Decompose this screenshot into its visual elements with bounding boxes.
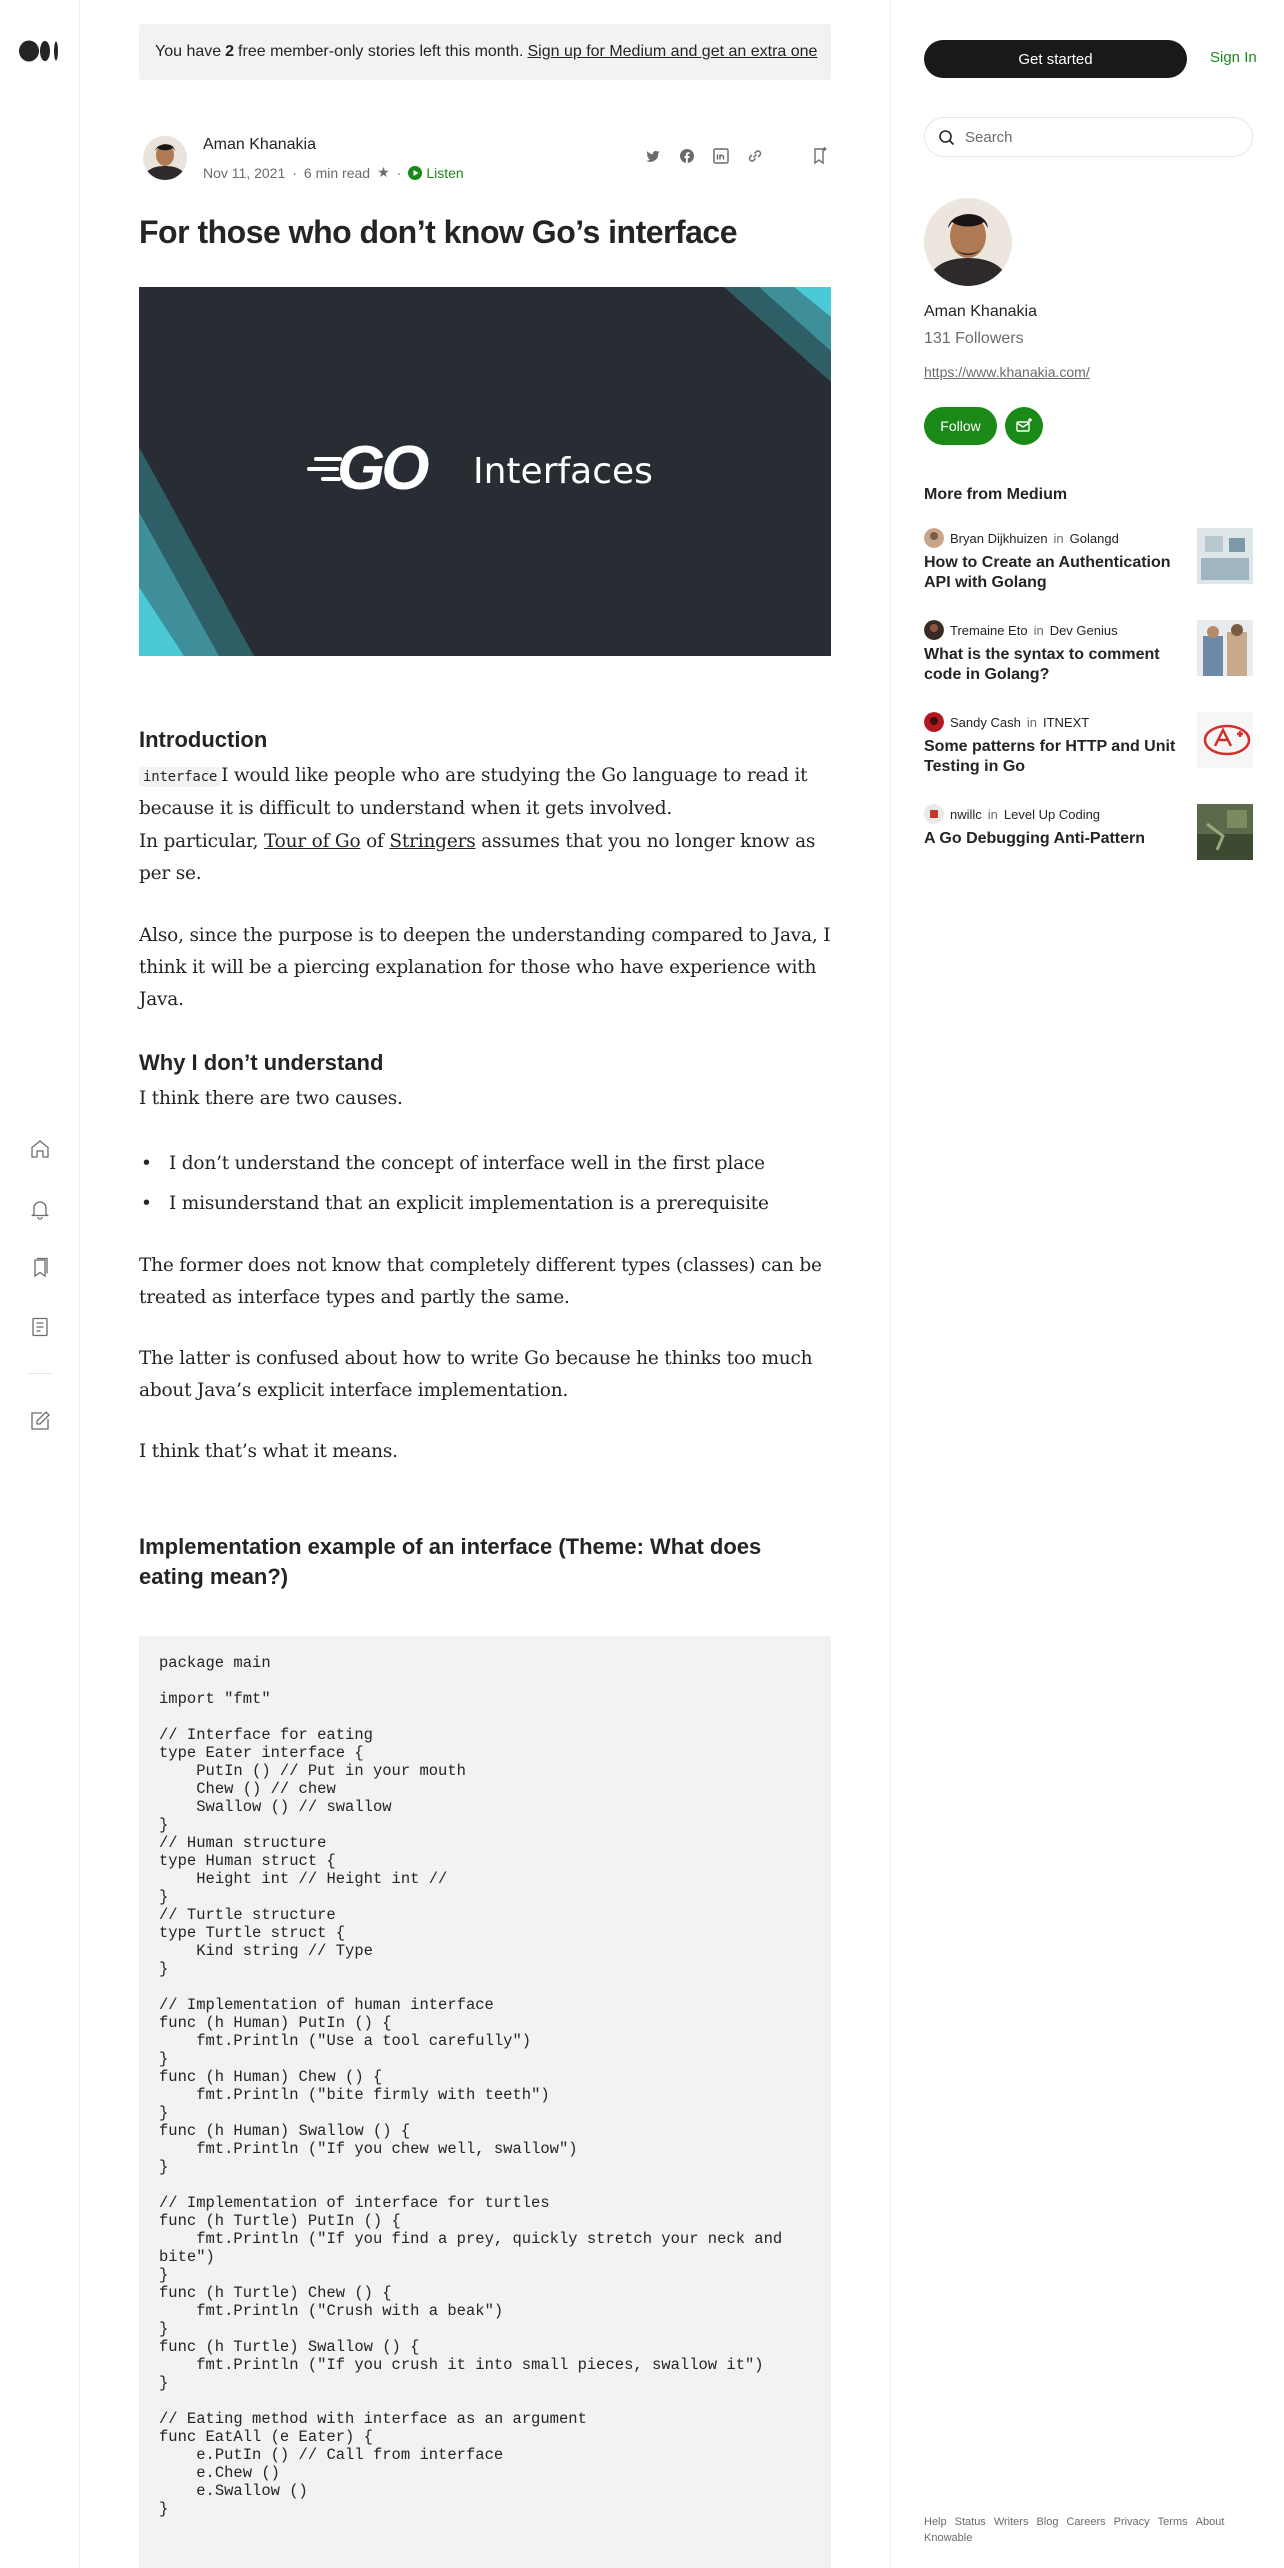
profile-name[interactable]: Aman Khanakia: [924, 303, 1037, 320]
follow-button[interactable]: Follow: [924, 407, 997, 445]
publish-date: Nov 11, 2021: [203, 164, 286, 181]
go-logo-text: GO: [337, 434, 426, 503]
rec-thumbnail[interactable]: [1197, 712, 1253, 768]
section-heading-why: Why I don’t understand: [139, 1050, 384, 1075]
mail-plus-icon: [1014, 416, 1034, 436]
why-paragraph-2: The former does not know that completely different types (classes) can be treated as interface types and partly the same.: [139, 1255, 822, 1308]
rec-author[interactable]: nwillc: [950, 806, 982, 822]
linkedin-icon[interactable]: [709, 144, 733, 168]
list-item[interactable]: [924, 712, 1253, 775]
rec-author[interactable]: Sandy Cash: [950, 714, 1021, 730]
more-from-medium-title: More from Medium: [924, 486, 1068, 503]
sign-in-link[interactable]: Sign In: [1210, 49, 1257, 66]
rec-publication[interactable]: Golangd: [1069, 530, 1119, 546]
section-heading-implementation: Implementation example of an interface (Theme: What does eating mean?): [139, 1534, 762, 1589]
author-avatar[interactable]: [143, 136, 187, 180]
twitter-icon[interactable]: [641, 144, 665, 168]
meta-dot: ·: [396, 164, 402, 181]
avatar: [924, 804, 944, 824]
footer-link[interactable]: Terms: [1157, 2516, 1188, 2528]
intro-paragraph-1: [139, 760, 831, 825]
stringers-link[interactable]: Stringers: [389, 831, 476, 852]
rec-in: in: [1053, 530, 1064, 546]
section-heading-introduction: Introduction: [139, 727, 268, 752]
write-pencil-icon[interactable]: [28, 1409, 52, 1433]
code-content: package main import "fmt" // Interface for eating type Eater interface { PutIn () // Put in your mouth Chew () // chew Swallow () // swallow } // Human structure type Human struct { Height int // Height int // } // Turtle structure type Turtle struct { Kind string // Type } // Implementation of human interface func (h Human) PutIn () { fmt.Println ("Use a tool carefully") } func (h Human) Chew () { fmt.Println ("bite firmly with teeth") } func (h Human) Swallow () { fmt.Println ("If you chew well, swallow") } // Implementation of interface for turtles func (h Turtle) PutIn () { fmt.Println ("If you find a prey, quickly stretch your neck and bite") } func (h Turtle) Chew () { fmt.Println ("Crush with a beak") } func (h Turtle) Swallow () { fmt.Println ("If you crush it into small pieces, swallow it") } // Eating method with interface as an argument func EatAll (e Eater) { e.PutIn () // Call from interface e.Chew () e.Swallow () }: [159, 1654, 783, 2518]
lists-bookmark-icon[interactable]: [28, 1256, 52, 1280]
intro-text-1: I would like people who are studying the Go language to read it because it is difficult to understand when it gets involved.: [139, 765, 808, 819]
rec-thumbnail[interactable]: [1197, 528, 1253, 584]
rec-in: in: [987, 806, 998, 822]
facebook-icon[interactable]: [675, 144, 699, 168]
rec-title[interactable]: Some patterns for HTTP and Unit Testing in Go: [924, 738, 1176, 775]
intro-text-2b: of: [360, 831, 390, 852]
author-name[interactable]: Aman Khanakia: [203, 136, 316, 153]
why-paragraph-3: The latter is confused about how to write Go because he thinks too much about Java’s explicit interface implementation.: [139, 1348, 813, 1401]
search-box: [924, 117, 1253, 157]
search-icon: [937, 128, 957, 148]
home-icon[interactable]: [28, 1137, 52, 1161]
avatar: [924, 528, 944, 548]
banner-suffix: free member-only stories left this month.: [238, 43, 524, 60]
avatar: [924, 620, 944, 640]
followers-count[interactable]: 131 Followers: [924, 330, 1024, 347]
rec-thumbnail[interactable]: [1197, 620, 1253, 676]
rec-author[interactable]: Tremaine Eto: [950, 622, 1028, 638]
rec-title[interactable]: A Go Debugging Anti-Pattern: [924, 830, 1146, 847]
inline-code: interface: [139, 767, 221, 787]
list-item[interactable]: [924, 620, 1253, 683]
rec-thumbnail[interactable]: [1197, 804, 1253, 860]
footer-link[interactable]: Writers: [993, 2516, 1029, 2528]
tour-of-go-link[interactable]: Tour of Go: [263, 831, 361, 852]
right-sidebar: [890, 0, 1284, 2568]
stories-document-icon[interactable]: [28, 1315, 52, 1339]
rec-publication[interactable]: Dev Genius: [1049, 622, 1118, 638]
rec-publication[interactable]: Level Up Coding: [1003, 806, 1101, 822]
footer-link[interactable]: Careers: [1066, 2516, 1106, 2528]
listen-label: Listen: [426, 164, 464, 181]
rec-publication[interactable]: ITNEXT: [1042, 714, 1090, 730]
rail-divider: [28, 1373, 52, 1374]
banner-signup-link[interactable]: Sign up for Medium and get an extra one: [527, 43, 818, 60]
code-block: [139, 1636, 831, 2568]
rec-meta: [924, 804, 1100, 824]
rec-author[interactable]: Bryan Dijkhuizen: [950, 530, 1048, 546]
list-item: • I don’t understand the concept of interface well in the first place: [139, 1148, 831, 1180]
medium-logo-icon[interactable]: [19, 40, 61, 62]
banner-count: 2: [225, 43, 235, 60]
rec-meta: [924, 620, 1118, 640]
rec-in: in: [1033, 622, 1044, 638]
footer-links: [924, 2514, 1244, 2546]
profile-avatar[interactable]: [924, 198, 1012, 286]
hero-title-text: Interfaces: [473, 451, 653, 492]
why-paragraph-1: I think there are two causes.: [139, 1088, 403, 1109]
causes-list: [139, 1148, 831, 1220]
get-started-button[interactable]: Get started: [924, 40, 1187, 78]
article-title: For those who don’t know Go’s interface: [139, 214, 738, 250]
footer-link[interactable]: Status: [954, 2516, 986, 2528]
rec-in: in: [1026, 714, 1037, 730]
hero-image: [139, 287, 831, 656]
avatar: [924, 712, 944, 732]
read-time: 6 min read: [303, 164, 371, 181]
bookmark-add-icon[interactable]: [807, 144, 831, 168]
member-stories-banner: [139, 24, 831, 80]
why-paragraph-4: I think that’s what it means.: [139, 1441, 398, 1462]
intro-paragraph-2: [139, 826, 831, 890]
author-meta: [203, 164, 464, 181]
footer-link[interactable]: About: [1195, 2516, 1225, 2528]
rec-meta: [924, 712, 1089, 732]
banner-prefix: You have: [155, 43, 222, 60]
notifications-bell-icon[interactable]: [28, 1197, 52, 1221]
subscribe-email-button[interactable]: [1005, 407, 1043, 445]
footer-link[interactable]: Knowable: [924, 2532, 973, 2544]
list-item[interactable]: [924, 804, 1253, 864]
meta-dot: ·: [292, 164, 297, 181]
listen-button[interactable]: [408, 165, 463, 181]
footer-link[interactable]: Privacy: [1113, 2516, 1150, 2528]
footer-link[interactable]: Blog: [1036, 2516, 1059, 2528]
share-icons: [641, 144, 831, 168]
list-item: • I misunderstand that an explicit implementation is a prerequisite: [139, 1188, 831, 1220]
copy-link-icon[interactable]: [743, 144, 767, 168]
rec-title[interactable]: How to Create an Authentication API with Golang: [924, 554, 1171, 591]
rec-title[interactable]: What is the syntax to comment code in Golang?: [924, 646, 1160, 683]
list-item[interactable]: [924, 528, 1253, 591]
play-icon: [408, 166, 422, 180]
rec-meta: [924, 528, 1119, 548]
search-input[interactable]: [965, 126, 1235, 148]
member-star-icon: ★: [377, 164, 390, 180]
left-rail: [0, 0, 80, 2568]
footer-link[interactable]: Help: [924, 2516, 947, 2528]
intro-text-2a: In particular,: [139, 831, 264, 852]
profile-website-link[interactable]: https://www.khanakia.com/: [924, 364, 1090, 380]
intro-paragraph-3: Also, since the purpose is to deepen the understanding compared to Java, I think it will be a piercing explanation for those who have experience with Java.: [139, 925, 831, 1010]
intro-text-2c: assumes that you no longer know as per se.: [139, 831, 816, 884]
author-row: [139, 136, 831, 184]
